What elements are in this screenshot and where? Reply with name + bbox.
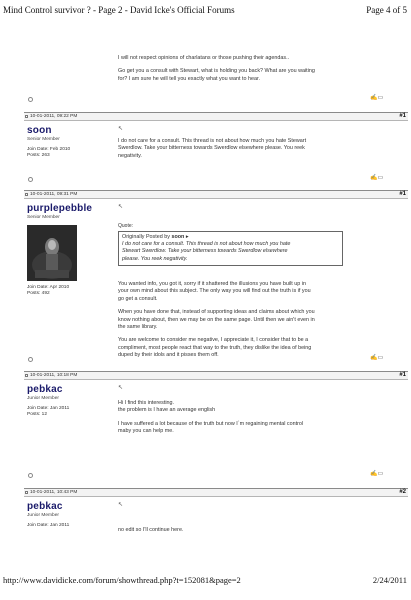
post-text: no edit so I'll continue here. (118, 527, 184, 533)
avatar-image (27, 225, 77, 281)
quote-reply-icon[interactable]: ✍▭ (370, 355, 384, 361)
post-text: Hi I find this interesting. the problem is I have an average english I have suffered a lot because of the truth but now I`m regaining mental control maby you can help me. (118, 400, 304, 435)
post-user-rank: Junior Member (27, 513, 59, 518)
avatar[interactable] (27, 225, 77, 281)
post-user-meta: Join Date: Jan 2011 (27, 523, 70, 528)
post-number[interactable]: #1 (399, 372, 406, 378)
post-text: You wanted info, you got it, sorry if it shattered the illusions you have built up in your own mind about this subject. The only way you will find out the truth is if you go get a consult. When you have done that, instead of supporting ideas and claims about which you know nothing about, then we may be on the same page. Until then we ain't even in the same library. You are welcome to consider me negative, I appreciate it, I consider that to be a compliment, most people react that way to the truth, they dislike the idea of being duped by their idols and it pisses them off. (118, 281, 315, 359)
post-text: I do not care for a consult. This thread is not about how much you hate Stewart Swerdlow. Take your bitterness towards Swerdlow elsewhere please. You reek negativity. (118, 138, 307, 159)
post-datetime: 10-01-2011, 10:43 PM (30, 490, 78, 495)
page-header-page: Page 4 of 5 (366, 5, 407, 15)
post-status-icon (28, 97, 33, 102)
post-user-rank: Senior Member (27, 137, 60, 142)
post-icon (25, 491, 28, 494)
post-header-bar (24, 112, 408, 121)
post-datetime: 10-01-2011, 09:31 PM (30, 192, 78, 197)
post-icon (25, 374, 28, 377)
quote-box: Originally Posted by soon ▸ I do not care for a consult. This thread is not about how much you hate Stewart Swerdlow. Take your bitterness towards Swerdlow elsewhere please. You reek negativity. (118, 231, 343, 266)
post-username[interactable]: pebkac (27, 501, 63, 512)
page-header-title: Mind Control survivor ? - Page 2 - David Icke's Official Forums (3, 5, 235, 15)
page-footer-date: 2/24/2011 (372, 575, 407, 585)
top-post-text: I will not respect opinions of charlatans or those pushing their agendas.. Go get you a consult with Stewart, what is holding you back? What are you waiting for? I am sure he will tell you exactly what you want to hear. (118, 55, 315, 82)
quote-reply-icon[interactable]: ✍▭ (370, 175, 384, 181)
post-datetime: 10-01-2011, 09:22 PM (30, 114, 78, 119)
quote-label: Quote: (118, 223, 134, 229)
post-header-bar (24, 488, 408, 497)
post-icon-arrow: ↖ (118, 502, 124, 508)
post-datetime: 10-01-2011, 10:18 PM (30, 373, 78, 378)
view-post-icon[interactable]: ▸ (185, 234, 189, 240)
quote-reply-icon[interactable]: ✍▭ (370, 471, 384, 477)
post-header-bar (24, 371, 408, 380)
quote-reply-icon[interactable]: ✍▭ (370, 95, 384, 101)
post-user-rank: Senior Member (27, 215, 60, 220)
post-user-rank: Junior Member (27, 396, 59, 401)
post-username[interactable]: purplepebble (27, 203, 93, 214)
post-status-icon (28, 177, 33, 182)
post-username[interactable]: soon (27, 125, 52, 136)
post-number[interactable]: #1 (399, 191, 406, 197)
quote-author[interactable]: soon (171, 234, 185, 240)
page-footer-url: http://www.davidicke.com/forum/showthread.php?t=152081&page=2 (3, 575, 241, 585)
post-icon-arrow: ↖ (118, 385, 124, 391)
post-number[interactable]: #2 (399, 489, 406, 495)
post-icon-arrow: ↖ (118, 126, 124, 132)
post-number[interactable]: #1 (399, 113, 406, 119)
post-header-bar (24, 190, 408, 199)
post-status-icon (28, 473, 33, 478)
post-user-meta: Join Date: Feb 2010 Posts: 263 (27, 147, 71, 159)
post-icon (25, 193, 28, 196)
post-icon-arrow: ↖ (118, 204, 124, 210)
post-username[interactable]: pebkac (27, 384, 63, 395)
post-user-meta: Join Date: Apr 2010 Posts: 492 (27, 285, 70, 297)
post-icon (25, 115, 28, 118)
post-user-meta: Join Date: Jan 2011 Posts: 12 (27, 406, 70, 418)
quote-header: Originally Posted by soon ▸ (122, 234, 189, 240)
post-status-icon (28, 357, 33, 362)
